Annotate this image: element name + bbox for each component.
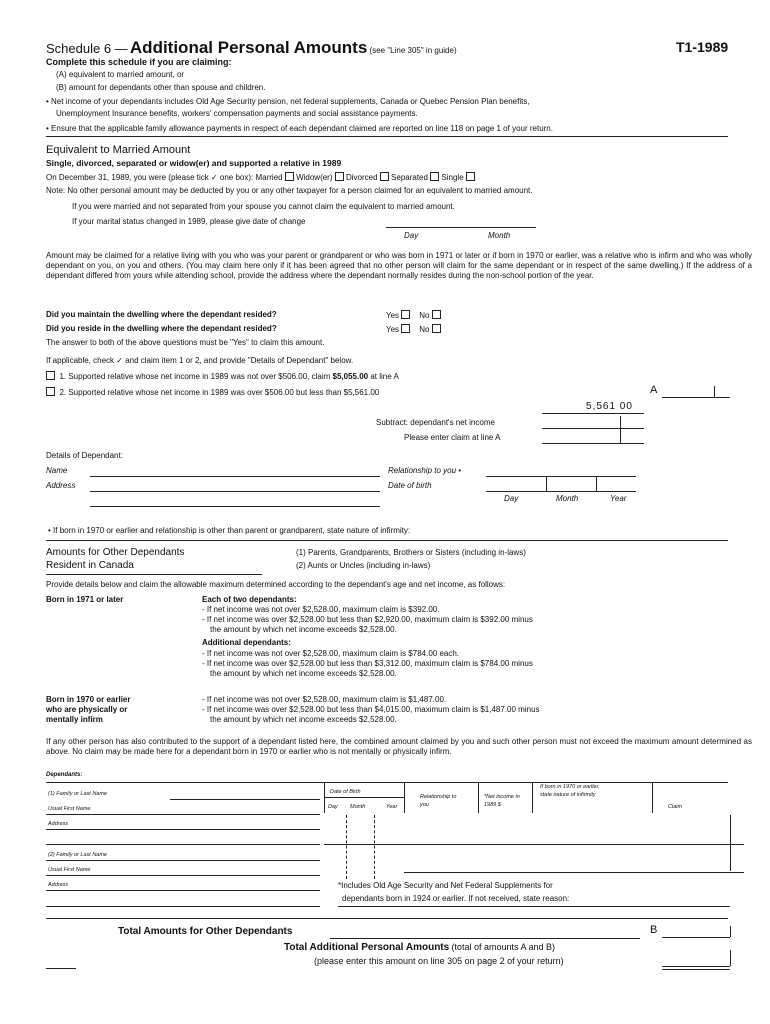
month-column-header: Month (350, 804, 366, 810)
no-label: No (419, 325, 430, 334)
line-b-label: B (650, 924, 658, 936)
rule-4b: the amount by which net income exceeds $2,528.00. (210, 669, 397, 678)
dob-divider (546, 476, 547, 491)
enter-claim-label: Please enter claim at line A (404, 433, 501, 442)
reason-field[interactable] (338, 906, 730, 907)
column-divider (324, 783, 325, 813)
dob-header-line (324, 797, 404, 798)
widow-checkbox[interactable] (335, 172, 344, 181)
infirmity-note: • If born in 1970 or earlier and relationship is other than parent or grandparent, state nature of infirmity: (48, 526, 411, 535)
question-maintain-options (386, 310, 441, 320)
claim-result-field[interactable] (542, 443, 644, 444)
cents-divider (730, 950, 731, 966)
marital-status-row (46, 172, 475, 182)
intro-bullet2: • Ensure that the applicable family allowance payments in respect of each dependant claimed are reported on line 118 on page 1 of your return. (46, 124, 553, 133)
status-change-date-field[interactable] (386, 227, 536, 228)
corner-mark (46, 968, 76, 969)
reside-no-checkbox[interactable] (432, 324, 441, 333)
line-a-field[interactable] (662, 397, 730, 398)
intro-bullet2-text: Ensure that the applicable family allowance payments in respect of each dependant claimed are reported on line 118 on page 1 of your return. (51, 124, 553, 133)
divider (46, 918, 728, 919)
first-name-1-label: Usual First Name (48, 806, 91, 812)
relationship-column-header: Relationship to you (420, 794, 457, 808)
address-1-field-2[interactable] (46, 844, 320, 845)
single-label: Single (441, 173, 464, 182)
cents-divider (620, 416, 621, 443)
reside-yes-checkbox[interactable] (401, 324, 410, 333)
line-b-field[interactable] (662, 937, 730, 938)
dob-day-divider (346, 815, 347, 879)
footnote-1: *Includes Old Age Security and Net Federal Supplements for (338, 881, 553, 890)
address-1-field[interactable] (46, 829, 320, 830)
column-divider (478, 783, 479, 813)
subtract-label: Subtract: dependant's net income (376, 418, 495, 427)
applicable-note: If applicable, check ✓ and claim item 1 or 2, and provide "Details of Dependant" below. (46, 356, 354, 365)
divider (46, 540, 728, 541)
cents-divider (730, 926, 731, 937)
family-name-2-label: (2) Family or Last Name (48, 852, 107, 858)
schedule-number: Schedule 6 — (46, 41, 128, 56)
total-additional-field[interactable] (662, 966, 730, 967)
dob-label: Date of birth (388, 481, 432, 490)
dependant-address-field-2[interactable] (90, 506, 380, 507)
single-checkbox[interactable] (466, 172, 475, 181)
day-label: Day (404, 231, 419, 240)
item-1-post: at line A (370, 372, 399, 381)
cents-divider (714, 386, 715, 397)
total-other-leader (330, 938, 640, 939)
table-top-border (46, 782, 728, 783)
marital-status-label: On December 31, 1989, you were (please tick ✓ one box): Married (46, 173, 283, 182)
rule-2: - If net income was over $2,528.00 but less than $2,920.00, maximum claim is $392.00 minus (202, 615, 533, 624)
married-note: If you were married and not separated from your spouse you cannot claim the equivalent to married amount. (72, 202, 455, 211)
item-2 (46, 387, 379, 397)
item-1-checkbox[interactable] (46, 371, 55, 380)
total-additional-note: (total of amounts A and B) (451, 942, 555, 952)
dob-year-label: Year (610, 494, 627, 503)
row-1-bottom (324, 844, 744, 845)
intro-bullet1: • Net income of your dependants includes Old Age Security pension, net federal supplements, Canada or Quebec Pension Plan benefits, (46, 97, 530, 106)
rule-5: - If net income was not over $2,528.00, maximum claim is $1,487.00. (202, 695, 447, 704)
family-name-1-label: (1) Family or Last Name (48, 791, 107, 797)
enter-line-305: (please enter this amount on line 305 on page 2 of your return) (314, 956, 564, 966)
equivalent-subheading: Single, divorced, separated or widow(er) and supported a relative in 1989 (46, 158, 342, 168)
separated-label: Separated (391, 173, 428, 182)
category-2: (2) Aunts or Uncles (including in-laws) (296, 561, 431, 570)
family-name-2-field[interactable] (46, 860, 320, 861)
additional-label: Additional dependants: (202, 638, 291, 647)
line-a-label: A (650, 384, 658, 396)
category-1: (1) Parents, Grandparents, Brothers or Sisters (including in-laws) (296, 548, 526, 557)
yes-label: Yes (386, 325, 400, 334)
total-other-label: Total Amounts for Other Dependants (118, 926, 293, 937)
relationship-field[interactable] (486, 476, 636, 477)
heading-underline (46, 574, 262, 575)
first-name-2-label: Usual First Name (48, 867, 91, 873)
intro-a: (A) equivalent to married amount, or (56, 70, 185, 79)
column-divider (532, 783, 533, 813)
separated-checkbox[interactable] (430, 172, 439, 181)
status-change-label: If your marital status changed in 1989, please give date of change (72, 217, 306, 226)
item-1 (46, 371, 399, 381)
amount-5561: 5,561 00 (586, 401, 633, 412)
other-heading-1: Amounts for Other Dependants (46, 547, 185, 558)
column-divider (404, 783, 405, 813)
form-code: T1-1989 (676, 39, 729, 55)
row-2-bottom (404, 872, 744, 873)
question-reside: Did you reside in the dwelling where the dependant resided? (46, 324, 277, 333)
born-1971-label: Born in 1971 or later (46, 595, 124, 604)
item-2-text: 2. Supported relative whose net income in 1989 was over $506.00 but less than $5,561.00 (59, 388, 380, 397)
maintain-no-checkbox[interactable] (432, 310, 441, 319)
dob-divider (596, 476, 597, 491)
relationship-label: Relationship to you • (388, 466, 462, 475)
complete-if: Complete this schedule if you are claiming: (46, 57, 232, 67)
intro-b: (B) amount for dependants other than spouse and children. (56, 83, 266, 92)
divorced-checkbox[interactable] (380, 172, 389, 181)
day-column-header: Day (328, 804, 338, 810)
intro-bullet1-line1: Net income of your dependants includes Old Age Security pension, net federal supplements, Canada or Quebec Pension Plan benefits, (51, 97, 530, 106)
maintain-yes-checkbox[interactable] (401, 310, 410, 319)
question-reside-options (386, 324, 441, 334)
yes-label: Yes (386, 311, 400, 320)
guide-reference: (see "Line 305" in guide) (369, 46, 457, 55)
dob-month-label: Month (556, 494, 579, 503)
claim-column-divider (730, 815, 731, 871)
eligibility-paragraph: Amount may be claimed for a relative living with you who was your parent or grandparent or who was born in 1971 or later or if born in 1970 or earlier, was a relative who is infirm and who was wholly dependant on you, on you and others. (You may claim here only if it has been agreed that no other person will claim for the same dependant or in respect of the same dwelling.) If the address of a dependant differed from yours while attending school, provide the address where the dependant normally resides during the non-school portion of the year. (46, 251, 752, 280)
dependants-label: Dependants: (46, 772, 83, 778)
answer-note: The answer to both of the above questions must be "Yes" to claim this amount. (46, 338, 325, 347)
dob-day-label: Day (504, 494, 519, 503)
footnote-2: dependants born in 1924 or earlier. If not received, state reason: (342, 894, 570, 903)
rule-2b: the amount by which net income exceeds $2,528.00. (210, 625, 397, 634)
dob-month-divider (374, 815, 375, 879)
infirmity-column-header: If born in 1970 or earlier, state nature of infirmity (540, 784, 600, 798)
total-additional-double-line (662, 969, 730, 970)
each-two-label: Each of two dependants: (202, 595, 297, 604)
address-2-label: Address (48, 882, 69, 888)
net-income-field[interactable] (542, 428, 644, 429)
total-additional-label: Total Additional Personal Amounts (284, 942, 450, 953)
dob-column-header: Date of Birth (330, 789, 361, 795)
rule-6b: the amount by which net income exceeds $2,528.00. (210, 715, 397, 724)
month-label: Month (488, 231, 511, 240)
item-1-amount: $5,055.00 (332, 372, 369, 381)
amount-5561-line (542, 413, 644, 414)
address-1-label: Address (48, 821, 69, 827)
born-1970-label-1: Born in 1970 or earlier (46, 695, 131, 704)
item-2-checkbox[interactable] (46, 387, 55, 396)
divider (46, 136, 728, 137)
name-label: Name (46, 466, 68, 475)
intro-bullet1-line2: Unemployment Insurance benefits, workers' compensation payments and social assistance payments. (56, 109, 418, 118)
rule-1: - If net income was not over $2,528.00, maximum claim is $392.00. (202, 605, 440, 614)
question-maintain: Did you maintain the dwelling where the dependant resided? (46, 310, 277, 319)
first-name-1-field[interactable] (46, 814, 320, 815)
rule-4: - If net income was over $2,528.00 but less than $3,312.00, maximum claim is $784.00 minus (202, 659, 533, 668)
item-1-text: 1. Supported relative whose net income in 1989 was not over $506.00, claim (59, 372, 331, 381)
equivalent-heading: Equivalent to Married Amount (46, 144, 191, 156)
family-name-1-field[interactable] (170, 799, 320, 800)
married-checkbox[interactable] (285, 172, 294, 181)
address-label: Address (46, 481, 76, 490)
provide-details: Provide details below and claim the allowable maximum determined according to the dependant's age and net income, as follows: (46, 580, 506, 589)
note: Note: No other personal amount may be deducted by you or any other taxpayer for a person claimed for an equivalent to married amount. (46, 186, 533, 195)
born-1970-label-2: who are physically or (46, 705, 128, 714)
dob-field[interactable] (486, 491, 636, 492)
claim-column-header: Claim (668, 804, 683, 810)
combined-claim-paragraph: If any other person has also contributed to the support of a dependant listed here, the combined amount claimed by you and such other person must not exceed the maximum amount determined as above. No claim may be made here for a dependant born in 1970 or earlier who is not mentally or physically infirm. (46, 737, 752, 756)
rule-3: - If net income was not over $2,528.00, maximum claim is $784.00 each. (202, 649, 460, 658)
net-income-column-header: *Net income in 1989 $ (484, 794, 520, 808)
divorced-label: Divorced (345, 173, 378, 182)
born-1970-label-3: mentally infirm (46, 715, 103, 724)
dependant-address-field[interactable] (90, 491, 380, 492)
other-heading-2: Resident in Canada (46, 560, 134, 571)
year-column-header: Year (386, 804, 398, 810)
address-2-field-2[interactable] (46, 906, 320, 907)
total-additional-row (284, 942, 555, 953)
widow-label: Widow(er) (296, 173, 333, 182)
dependant-name-field[interactable] (90, 476, 380, 477)
address-2-field[interactable] (46, 890, 320, 891)
first-name-2-field[interactable] (46, 875, 320, 876)
no-label: No (419, 311, 430, 320)
rule-6: - If net income was over $2,528.00 but less than $4,015.00, maximum claim is $1,487.00 minus (202, 705, 540, 714)
page-title: Additional Personal Amounts (129, 38, 368, 57)
details-heading: Details of Dependant: (46, 451, 123, 460)
column-divider (652, 783, 653, 813)
schedule-title (46, 38, 457, 58)
